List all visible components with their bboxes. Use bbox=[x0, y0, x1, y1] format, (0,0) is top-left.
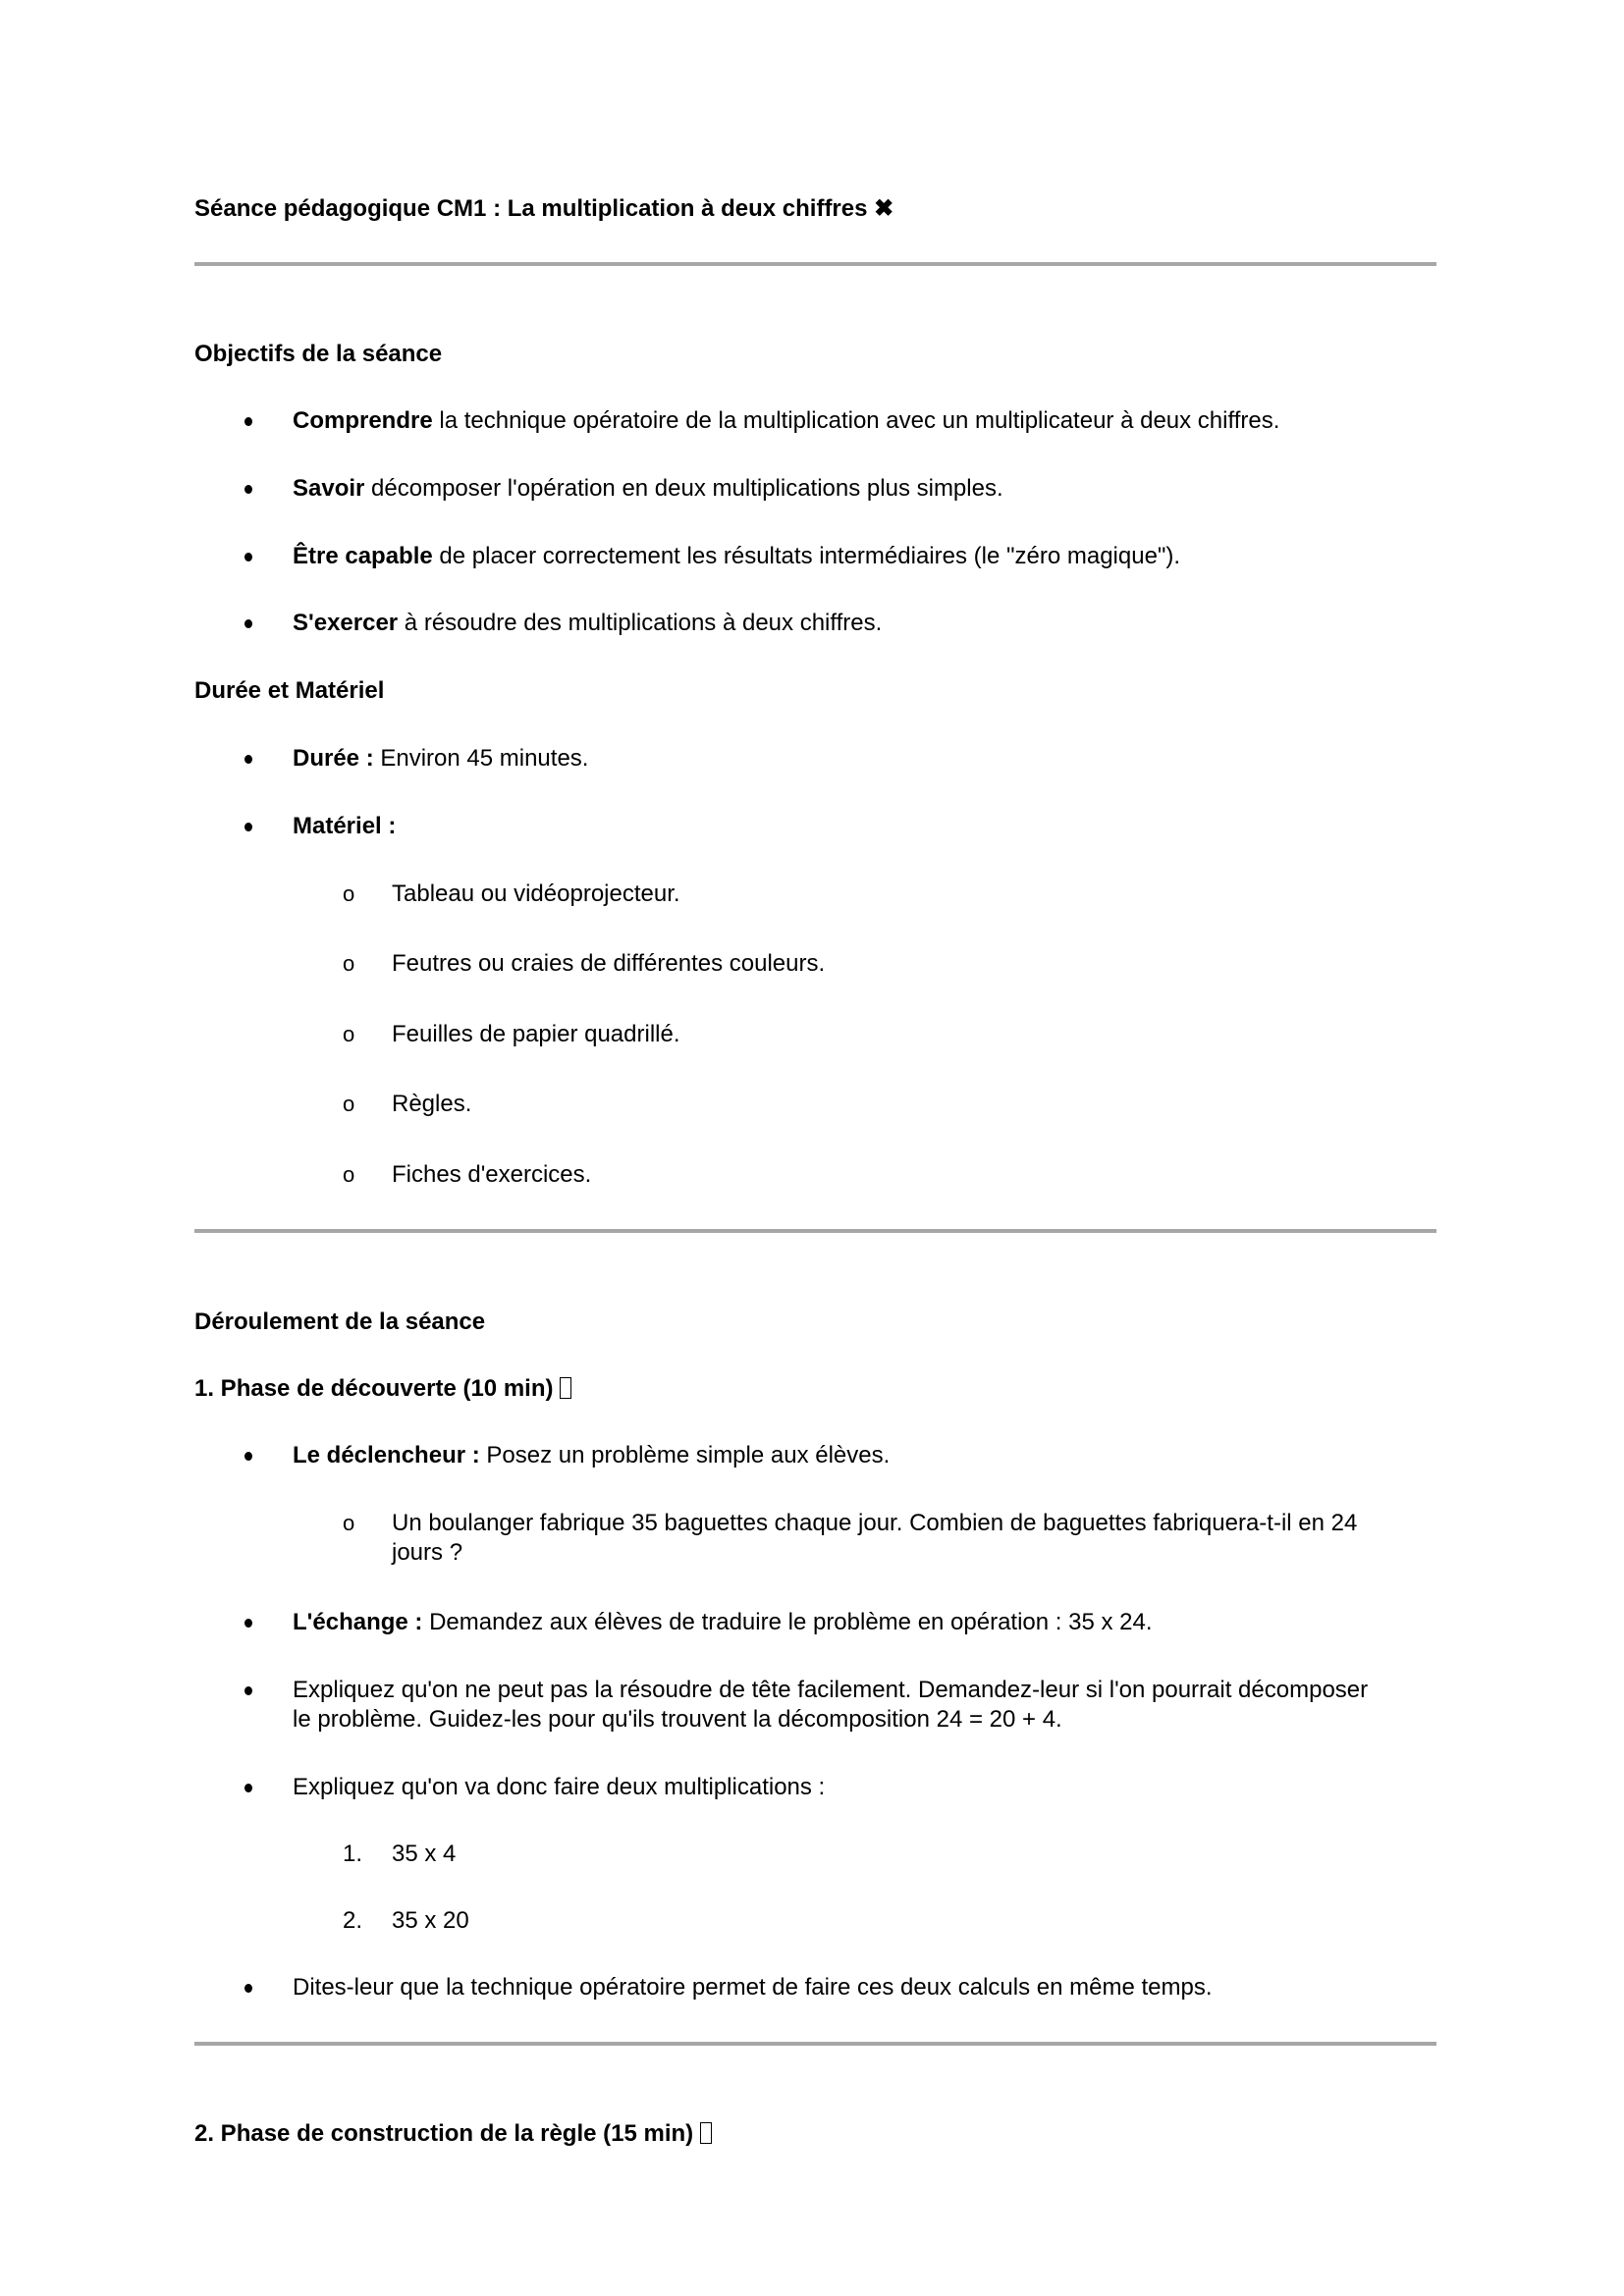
circle-bullet-icon: o bbox=[343, 951, 355, 976]
circle-bullet-icon: o bbox=[343, 1092, 355, 1116]
page-title: Séance pédagogique CM1 : La multiplication à deux chiffres ✖ bbox=[194, 195, 894, 222]
list-item: Le déclencheur : Posez un problème simple aux élèves. bbox=[293, 1442, 891, 1468]
missing-glyph-icon bbox=[700, 2122, 712, 2144]
circle-bullet-icon: o bbox=[343, 1511, 355, 1535]
list-item: Dites-leur que la technique opératoire permet de faire ces deux calculs en même temps. bbox=[293, 1974, 1213, 2001]
ordered-marker: 2. bbox=[343, 1907, 363, 1934]
bullet-icon bbox=[244, 485, 252, 494]
phase-2-heading: 2. Phase de construction de la règle (15 min) bbox=[194, 2119, 712, 2149]
list-item: Durée : Environ 45 minutes. bbox=[293, 745, 589, 772]
bullet-icon bbox=[244, 417, 252, 426]
cross-icon: ✖ bbox=[874, 195, 894, 222]
list-item: L'échange : Demandez aux élèves de traduire le problème en opération : 35 x 24. bbox=[293, 1609, 1153, 1635]
bullet-icon bbox=[244, 1984, 252, 1993]
divider bbox=[194, 1229, 1436, 1233]
missing-glyph-icon bbox=[560, 1377, 571, 1399]
list-item: Expliquez qu'on va donc faire deux multiplications : bbox=[293, 1774, 826, 1800]
section-heading-deroulement: Déroulement de la séance bbox=[194, 1308, 486, 1335]
list-item: Savoir décomposer l'opération en deux multiplications plus simples. bbox=[293, 475, 1003, 502]
bullet-icon bbox=[244, 1686, 252, 1695]
bullet-icon bbox=[244, 1452, 252, 1461]
section-heading-duree: Durée et Matériel bbox=[194, 677, 385, 704]
circle-bullet-icon: o bbox=[343, 1162, 355, 1187]
list-item: Comprendre la technique opératoire de la multiplication avec un multiplicateur à deux chiffres. bbox=[293, 407, 1280, 434]
circle-bullet-icon: o bbox=[343, 881, 355, 906]
bullet-icon bbox=[244, 823, 252, 831]
list-item: Feuilles de papier quadrillé. bbox=[392, 1021, 680, 1047]
bullet-icon bbox=[244, 619, 252, 628]
list-item-continuation: le problème. Guidez-les pour qu'ils trouvent la décomposition 24 = 20 + 4. bbox=[293, 1706, 1062, 1733]
section-heading-objectifs: Objectifs de la séance bbox=[194, 341, 443, 367]
list-item: Être capable de placer correctement les résultats intermédiaires (le "zéro magique"). bbox=[293, 543, 1181, 569]
divider bbox=[194, 262, 1436, 266]
list-item: Un boulanger fabrique 35 baguettes chaque jour. Combien de baguettes fabriquera-t-il en 24 bbox=[392, 1510, 1358, 1536]
circle-bullet-icon: o bbox=[343, 1022, 355, 1046]
list-item: Feutres ou craies de différentes couleurs. bbox=[392, 950, 826, 977]
list-item-continuation: jours ? bbox=[392, 1539, 463, 1566]
bullet-icon bbox=[244, 1619, 252, 1628]
bullet-icon bbox=[244, 553, 252, 561]
ordered-marker: 1. bbox=[343, 1841, 363, 1867]
bullet-icon bbox=[244, 1784, 252, 1792]
list-item: Matériel : bbox=[293, 813, 397, 839]
list-item: Règles. bbox=[392, 1091, 472, 1117]
list-item: S'exercer à résoudre des multiplications à deux chiffres. bbox=[293, 610, 883, 636]
divider bbox=[194, 2042, 1436, 2046]
list-item: 35 x 4 bbox=[392, 1841, 457, 1867]
list-item: 35 x 20 bbox=[392, 1907, 469, 1934]
bullet-icon bbox=[244, 755, 252, 764]
list-item: Fiches d'exercices. bbox=[392, 1161, 592, 1188]
list-item: Tableau ou vidéoprojecteur. bbox=[392, 881, 680, 907]
phase-1-heading: 1. Phase de découverte (10 min) bbox=[194, 1374, 571, 1404]
list-item: Expliquez qu'on ne peut pas la résoudre de tête facilement. Demandez-leur si l'on pourrait décomposer bbox=[293, 1677, 1369, 1703]
